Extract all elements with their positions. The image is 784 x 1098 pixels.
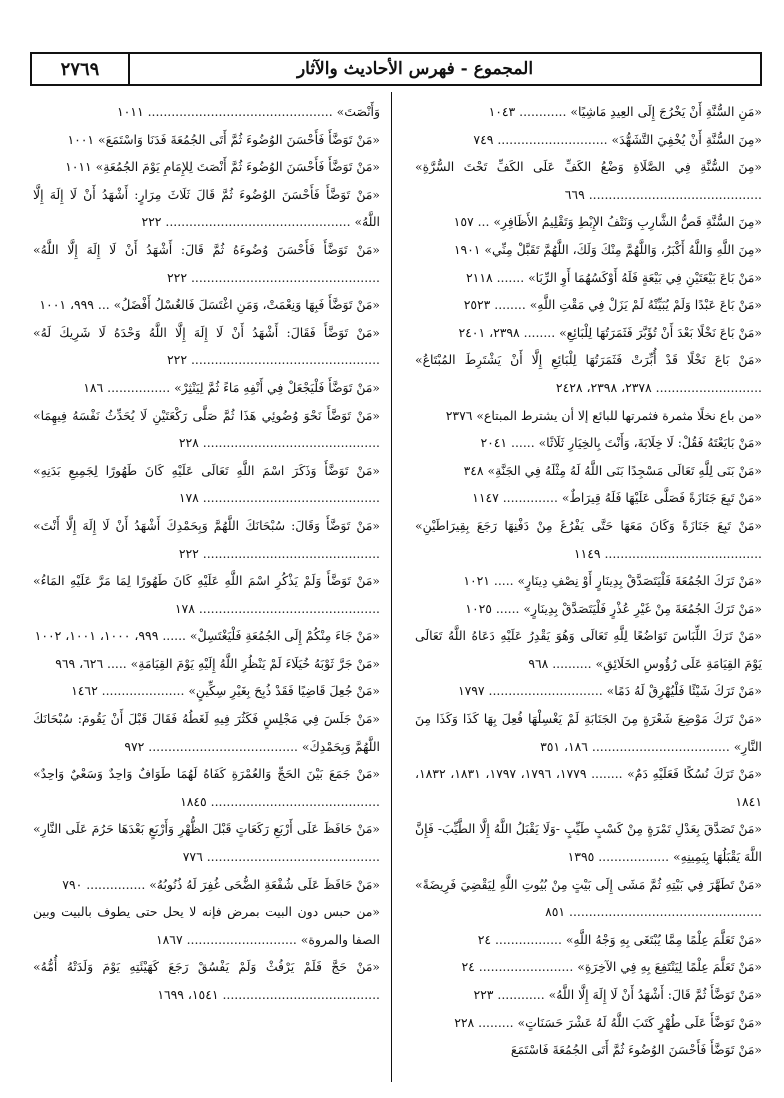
index-entry: «مَنْ تَرَكَ نُسُكًا فَعَلَيْهِ دَمٌ» ........ ١٧٧٩، ١٧٩٦، ١٧٩٧، ١٨٣١، ١٨٣٢، ١٨٤١ xyxy=(415,766,762,809)
index-entry: «مَنْ تَوَضَّأَ فَأَحْسَنَ الوُضُوءَ ثُمَّ أَتَى الجُمُعَةَ فَاسْتَمَعَ xyxy=(510,1042,762,1058)
index-entry: «مَنْ تَوَضَّأَ فَأَحْسَنَ وُضُوءَهُ ثُمَّ قَالَ: أَشْهَدُ أَنْ لَا إِلَهَ إِلَّا اللَّهُ» ................................................ ٢٢٢ xyxy=(33,241,380,285)
index-entry: «مَنْ تَوَضَّأَ فَبِهَا وَنِعْمَتْ، وَمَنِ اغْتَسَلَ فَالغُسْلُ أَفْضَلُ» ... ٩٩٩، ١٠٠١ xyxy=(39,297,380,313)
running-header xyxy=(30,52,762,86)
index-entry: «مَنْ تَوَضَّأَ فَلْيَجْعَلْ فِي أَنْفِهِ مَاءً ثُمَّ لِيَنْثِرْ» ................ ١٨٦ xyxy=(83,379,380,395)
index-entry: «مَنْ تَوَضَّأَ فَقَالَ: أَشْهَدُ أَنْ لَا إِلَهَ إِلَّا اللَّهُ وَحْدَهُ لَا شَرِيكَ لَهُ» ................................................ ٢٢٢ xyxy=(33,324,380,368)
index-entry: «مَنْ تَوَضَّأَ نَحْوَ وُضُوئِي هَذَا ثُمَّ صَلَّى رَكْعَتَيْنِ لَا يُحَدِّثُ نَفْسَهُ فِيهِمَا» ............................................. ٢٢٨ xyxy=(33,407,380,451)
index-entry: «مَنْ تَوَضَّأَ وَذَكَرَ اسْمَ اللَّهِ تَعَالَى عَلَيْهِ كَانَ طَهُورًا لِجَمِيعِ بَدَنِهِ» ............................................. ١٧٨ xyxy=(33,462,380,506)
index-entry: «مَنْ تَوَضَّأَ عَلَى طُهْرٍ كَتَبَ اللَّهُ لَهُ عَشْرَ حَسَنَاتٍ» ......... ٢٢٨ xyxy=(454,1014,762,1030)
index-entry: «مَنْ بَاعَ عَبْدًا وَلَمْ يُبَيِّنْهُ لَمْ يَزَلْ فِي مَقْتِ اللَّهِ» ........ ٢٥٢٣ xyxy=(463,297,762,313)
index-entry: «مَنْ جَرَّ ثَوْبَهُ خُيَلَاءَ لَمْ يَنْظُرِ اللَّهُ إِلَيْهِ يَوْمَ القِيَامَةِ» ..... ٦٢٦، ٩٦٩ xyxy=(55,655,380,671)
index-entry: «مَنْ تَرَكَ الجُمُعَةَ فَلْيَتَصَدَّقْ بِدِينَارٍ أَوْ نِصْفِ دِينَارٍ» ..... ١٠٢١ xyxy=(463,573,762,589)
index-column-left xyxy=(33,98,380,1009)
index-entry: «مَنْ بَنَى لِلَّهِ تَعَالَى مَسْجِدًا بَنَى اللَّهُ لَهُ مِثْلَهُ فِي الجَنَّةِ» ٣٤٨ xyxy=(463,462,762,478)
index-entry: «مَنْ تَبِعَ جَنَازَةً وَكَانَ مَعَهَا حَتَّى يَفْرُغَ مِنْ دَفْنِهَا رَجَعَ بِقِيرَاطَيْنِ» ........................................ ١١٤٩ xyxy=(415,517,762,561)
index-entry: «مَنْ تَبِعَ جَنَازَةً فَصَلَّى عَلَيْهَا فَلَهُ قِيرَاطٌ» .............. ١١٤٧ xyxy=(472,490,762,506)
index-entry: «مِنَ السُّنَّةِ فِي الصَّلَاةِ وَضْعُ الكَفِّ عَلَى الكَفِّ تَحْتَ السُّرَّةِ» ............................................ ٦٦٩ xyxy=(415,159,762,202)
index-entry: «مَنْ بَايَعْتَهُ فَقُلْ: لَا خِلَابَةَ، وَأَنْتَ بِالخِيَارِ ثَلَاثًا» ...... ٢٠٤١ xyxy=(480,435,762,451)
index-entry: «مَنْ تَوَضَّأَ فَأَحْسَنَ الوُضُوءَ ثُمَّ أَنْصَتَ لِلإِمَامِ يَوْمَ الجُمُعَةِ» ١٠١١ xyxy=(65,159,380,175)
index-entry: «مَنْ حَافَظَ عَلَى أَرْبَعِ رَكَعَاتٍ قَبْلَ الظُّهْرِ وَأَرْبَعٍ بَعْدَهَا حَرُمَ عَلَى النَّارِ» ............................................ ٧٧٦ xyxy=(33,821,380,865)
index-column-right xyxy=(415,98,762,1064)
index-entry: «مَنْ تَرَكَ اللِّبَاسَ تَوَاضُعًا لِلَّهِ تَعَالَى وَهُوَ يَقْدِرُ عَلَيْهِ دَعَاهُ اللَّهُ تَعَالَى يَوْمَ القِيَامَةِ عَلَى رُؤُوسِ الخَلَائِقِ» .......... ٩٦٨ xyxy=(415,628,762,671)
index-entry: «مَنْ جُعِلَ قَاضِيًا فَقَدْ ذُبِحَ بِغَيْرِ سِكِّينٍ» ..................... ١٤٦٢ xyxy=(71,683,380,699)
index-entry: «مَنْ حَجَّ فَلَمْ يَرْفُثْ وَلَمْ يَفْسُقْ رَجَعَ كَهَيْئَتِهِ يَوْمَ وَلَدَتْهُ أُمُّهُ» ........................................ ١٥٤١، ١٦٩٩ xyxy=(33,959,380,1002)
index-entry: «مَنْ بَاعَ بَيْعَتَيْنِ فِي بَيْعَةٍ فَلَهُ أَوْكَسُهُمَا أَوِ الرِّبَا» ....... ٢١١٨ xyxy=(466,269,762,285)
index-entry: «مِنَ السُّنَّةِ قَصُّ الشَّارِبِ وَنَتْفُ الإِبْطِ وَتَقْلِيمُ الأَظَافِرِ» ... ١٥٧ xyxy=(453,214,762,230)
index-entry: «مَنْ تَوَضَّأَ وَلَمْ يَذْكُرِ اسْمَ اللَّهِ عَلَيْهِ كَانَ طَهُورًا لِمَا مَرَّ عَلَيْهِ المَاءُ» .............................................. ١٧٨ xyxy=(33,573,380,616)
index-entry: «مَنْ جَاءَ مِنْكُمْ إِلَى الجُمُعَةِ فَلْيَغْتَسِلْ» ...... ٩٩٩، ١٠٠٠، ١٠٠١، ١٠٠٢ xyxy=(34,628,380,644)
index-entry: «مَنْ جَلَسَ فِي مَجْلِسٍ فَكَثُرَ فِيهِ لَغَطُهُ فَقَالَ قَبْلَ أَنْ يَقُومَ: سُبْحَانَكَ اللَّهُمَّ وَبِحَمْدِكَ» ...................................... ٩٧٢ xyxy=(33,711,380,754)
index-entry: «مَنْ بَاعَ نَخْلًا قَدْ أُبِّرَتْ فَثَمَرَتُهَا لِلْبَائِعِ إِلَّا أَنْ يَشْتَرِطَ المُبْتَاعُ» ........................... ٢٣٧٨، ٢٣٩٨، ٢٤٢٨ xyxy=(415,352,762,395)
index-entry: «مَنْ تَوَضَّأَ ثُمَّ قَالَ: أَشْهَدُ أَنْ لَا إِلَهَ إِلَّا اللَّهُ» ............ ٢٢٣ xyxy=(473,987,762,1002)
header-title: المجموع - فهرس الأحاديث والآثار xyxy=(296,59,534,79)
index-entry: «مَنْ جَمَعَ بَيْنَ الحَجِّ وَالعُمْرَةِ كَفَاهُ لَهُمَا طَوَافٌ وَاحِدٌ وَسَعْيٌ وَاحِدٌ» ........................................... ١٨٤٥ xyxy=(33,766,380,809)
index-entry: «مَنِ السُّنَّةِ أَنْ يَخْرُجَ إِلَى العِيدِ مَاشِيًا» ............ ١٠٤٣ xyxy=(488,104,762,119)
index-entry: «مَنْ حَافَظَ عَلَى شُفْعَةِ الضُّحَى غُفِرَ لَهُ ذُنُوبُهُ» ............... ٧٩٠ xyxy=(62,876,380,892)
index-entry: «مَنْ تَوَضَّأَ وَقَالَ: سُبْحَانَكَ اللَّهُمَّ وَبِحَمْدِكَ أَشْهَدُ أَنْ لَا إِلَهَ إِلَّا أَنْتَ» ............................................. ٢٢٢ xyxy=(33,517,380,561)
index-entry: «مِنَ السُّنَّةِ أَنْ يُخْفِيَ التَّشَهُّدَ» ............................ ٧٤٩ xyxy=(473,131,762,147)
index-entry: «مِنَ اللَّهِ وَاللَّهُ أَكْبَرُ، وَاللَّهُمَّ مِنْكَ وَلَكَ، اللَّهُمَّ تَقَبَّلْ مِنِّي» ١٩٠١ xyxy=(453,241,762,257)
index-entry: «مَنْ تَصَدَّقَ بِعَدْلِ تَمْرَةٍ مِنْ كَسْبٍ طَيِّبٍ -وَلَا يَقْبَلُ اللَّهُ إِلَّا الطَّيِّبَ- فَإِنَّ اللَّهَ يَقْبَلُهَا بِيَمِينِهِ» .................. ١٣٩٥ xyxy=(415,821,762,865)
index-entry: «مَنْ تَعَلَّمَ عِلْمًا مِمَّا يُبْتَغَى بِهِ وَجْهُ اللَّهِ» ................. ٢٤ xyxy=(477,931,762,947)
index-entry: «مَنْ تَرَكَ شَيْئًا فَلْيُهْرِقْ لَهُ دَمًا» ............................. ١٧٩٧ xyxy=(457,683,762,699)
index-entry: «مَنْ تَرَكَ مَوْضِعَ شَعْرَةٍ مِنَ الجَنَابَةِ لَمْ يَغْسِلْهَا فُعِلَ بِهَا كَذَا وَكَذَا مِنَ النَّارِ» ................................... ١٨٦، ٣٥١ xyxy=(415,711,762,754)
index-entry: «مَنْ تَطَهَّرَ فِي بَيْتِهِ ثُمَّ مَشَى إِلَى بَيْتٍ مِنْ بُيُوتِ اللَّهِ لِيَقْضِيَ فَرِيضَةً» ................................................. ٨٥١ xyxy=(415,876,762,920)
index-entry: «مَنْ تَوَضَّأَ فَأَحْسَنَ الوُضُوءَ ثُمَّ قَالَ ثَلَاثَ مِرَارٍ: أَشْهَدُ أَنْ لَا إِلَهَ إِلَّا اللَّهُ» ............................................... ٢٢٢ xyxy=(33,186,380,230)
column-divider xyxy=(391,92,392,1082)
index-entry: «من حبس دون البيت بمرض فإنه لا يحل حتى يطوف بالبيت وبين الصفا والمروة» ............................ ١٨٦٧ xyxy=(33,904,380,947)
index-entry: وَأَنْصَتَ» ............................................... ١٠١١ xyxy=(117,104,380,119)
index-entry: «مَنْ بَاعَ نَخْلًا بَعْدَ أَنْ تُؤَبَّرَ فَثَمَرَتُهَا لِلْبَائِعِ» ........ ٢٣٩٨، ٢٤٠١ xyxy=(458,324,762,340)
index-entry: «من باع نخلًا مثمرة فثمرتها للبائع إلا أن يشترط المبتاع» ٢٣٧٦ xyxy=(445,407,762,423)
index-entry: «مَنْ تَعَلَّمَ عِلْمًا لِيَنْتَفِعَ بِهِ فِي الآخِرَةِ» ........................ ٢٤ xyxy=(461,959,762,975)
index-entry: «مَنْ تَوَضَّأَ فَأَحْسَنَ الوُضُوءَ ثُمَّ أَتَى الجُمُعَةَ فَدَنَا وَاسْتَمَعَ» ١٠٠١ xyxy=(67,131,380,147)
index-entry: «مَنْ تَرَكَ الجُمُعَةَ مِنْ غَيْرِ عُذْرٍ فَلْيَتَصَدَّقْ بِدِينَارٍ» ...... ١٠٢٥ xyxy=(465,600,762,616)
page-number: ٢٧٦٩ xyxy=(32,54,130,84)
